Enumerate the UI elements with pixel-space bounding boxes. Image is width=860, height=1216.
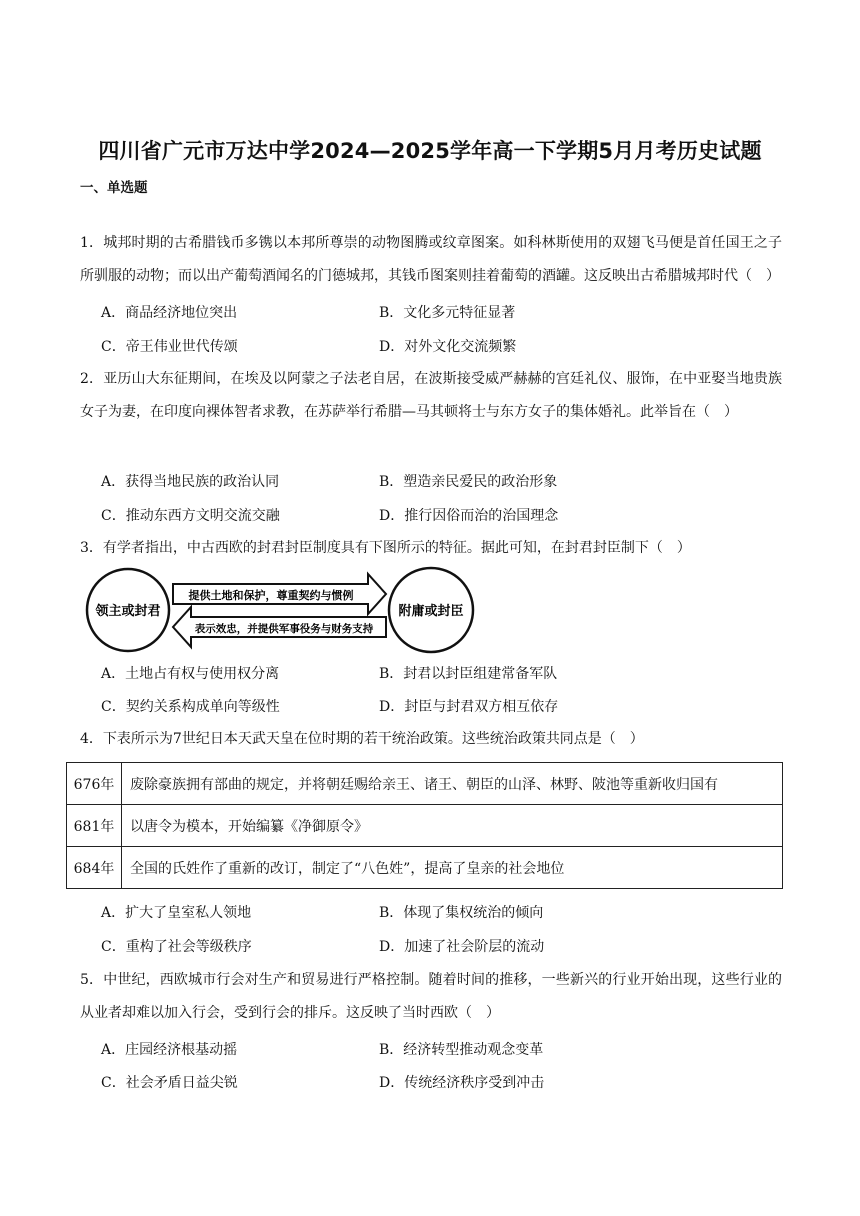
section-heading: 一、单选题 bbox=[80, 180, 148, 196]
question-1-option-c[interactable]: C．帝王伟业世代传颂 bbox=[101, 339, 238, 355]
table-text-cell: 废除豪族拥有部曲的规定，并将朝廷赐给亲王、诸王、朝臣的山泽、林野、陂池等重新收归国有 bbox=[122, 763, 783, 805]
question-3-stem: 3．有学者指出，中古西欧的封君封臣制度具有下图所示的特征。据此可知，在封君封臣制下（ ） bbox=[80, 540, 691, 556]
table-year-cell: 681年 bbox=[67, 805, 122, 847]
lord-label: 领主或封君 bbox=[95, 604, 161, 619]
question-4-option-b[interactable]: B．体现了集权统治的倾向 bbox=[379, 905, 544, 921]
table-row bbox=[67, 805, 783, 847]
table-text-cell: 全国的氏姓作了重新的改订，制定了“八色姓”，提高了皇亲的社会地位 bbox=[122, 847, 783, 889]
question-1-option-a[interactable]: A．商品经济地位突出 bbox=[101, 305, 238, 321]
question-4-option-a[interactable]: A．扩大了皇室私人领地 bbox=[101, 905, 252, 921]
table-text-cell: 以唐令为模本，开始编纂《净御原令》 bbox=[122, 805, 783, 847]
table-year-cell: 684年 bbox=[67, 847, 122, 889]
question-5-option-d[interactable]: D．传统经济秩序受到冲击 bbox=[379, 1075, 545, 1091]
question-5-option-a[interactable]: A．庄园经济根基动摇 bbox=[101, 1042, 238, 1058]
policy-table bbox=[66, 762, 783, 889]
question-5-option-c[interactable]: C．社会矛盾日益尖锐 bbox=[101, 1075, 238, 1091]
question-3-option-d[interactable]: D．封臣与封君双方相互依存 bbox=[379, 699, 559, 715]
top-arrow-label: 提供土地和保护，尊重契约与惯例 bbox=[188, 589, 354, 602]
question-3-option-b[interactable]: B．封君以封臣组建常备军队 bbox=[379, 666, 558, 682]
bottom-arrow-label: 表示效忠，并提供军事役务与财务支持 bbox=[194, 623, 374, 635]
question-1-option-b[interactable]: B．文化多元特征显著 bbox=[379, 305, 516, 321]
feudal-relationship-diagram bbox=[85, 566, 477, 654]
question-4-option-c[interactable]: C．重构了社会等级秩序 bbox=[101, 939, 252, 955]
question-3-option-a[interactable]: A．土地占有权与使用权分离 bbox=[101, 666, 280, 682]
table-year-cell: 676年 bbox=[67, 763, 122, 805]
question-5-stem: 5．中世纪，西欧城市行会对生产和贸易进行严格控制。随着时间的推移，一些新兴的行业开始出现，这些行业的从业者却难以加入行会，受到行会的排斥。这反映了当时西欧（ ） bbox=[80, 972, 782, 1021]
question-2-option-d[interactable]: D．推行因俗而治的治国理念 bbox=[379, 508, 559, 524]
question-2-option-c[interactable]: C．推动东西方文明交流交融 bbox=[101, 508, 280, 524]
table-row bbox=[67, 847, 783, 889]
table-row bbox=[67, 763, 783, 805]
question-2-option-a[interactable]: A．获得当地民族的政治认同 bbox=[101, 474, 280, 490]
question-1-stem: 1．城邦时期的古希腊钱币多镌以本邦所尊崇的动物图腾或纹章图案。如科林斯使用的双翅飞马便是首任国王之子所驯服的动物；而以出产葡萄酒闻名的门德城邦，其钱币图案则挂着葡萄的酒罐。这反映出古希腊城邦时代（ ） bbox=[80, 235, 782, 284]
question-4-option-d[interactable]: D．加速了社会阶层的流动 bbox=[379, 939, 545, 955]
question-2-stem: 2．亚历山大东征期间，在埃及以阿蒙之子法老自居，在波斯接受威严赫赫的宫廷礼仪、服饰，在中亚娶当地贵族女子为妻，在印度向裸体智者求教，在苏萨举行希腊—马其顿将士与东方女子的集体婚礼。此举旨在（ ） bbox=[80, 371, 782, 420]
page-title: 四川省广元市万达中学2024—2025学年高一下学期5月月考历史试题 bbox=[98, 139, 762, 163]
question-4-stem: 4．下表所示为7世纪日本天武天皇在位时期的若干统治政策。这些统治政策共同点是（ ） bbox=[80, 731, 644, 747]
question-5-option-b[interactable]: B．经济转型推动观念变革 bbox=[379, 1042, 544, 1058]
question-1-option-d[interactable]: D．对外文化交流频繁 bbox=[379, 339, 517, 355]
question-3-option-c[interactable]: C．契约关系构成单向等级性 bbox=[101, 699, 280, 715]
question-2-option-b[interactable]: B．塑造亲民爱民的政治形象 bbox=[379, 474, 558, 490]
vassal-label: 附庸或封臣 bbox=[398, 604, 464, 619]
